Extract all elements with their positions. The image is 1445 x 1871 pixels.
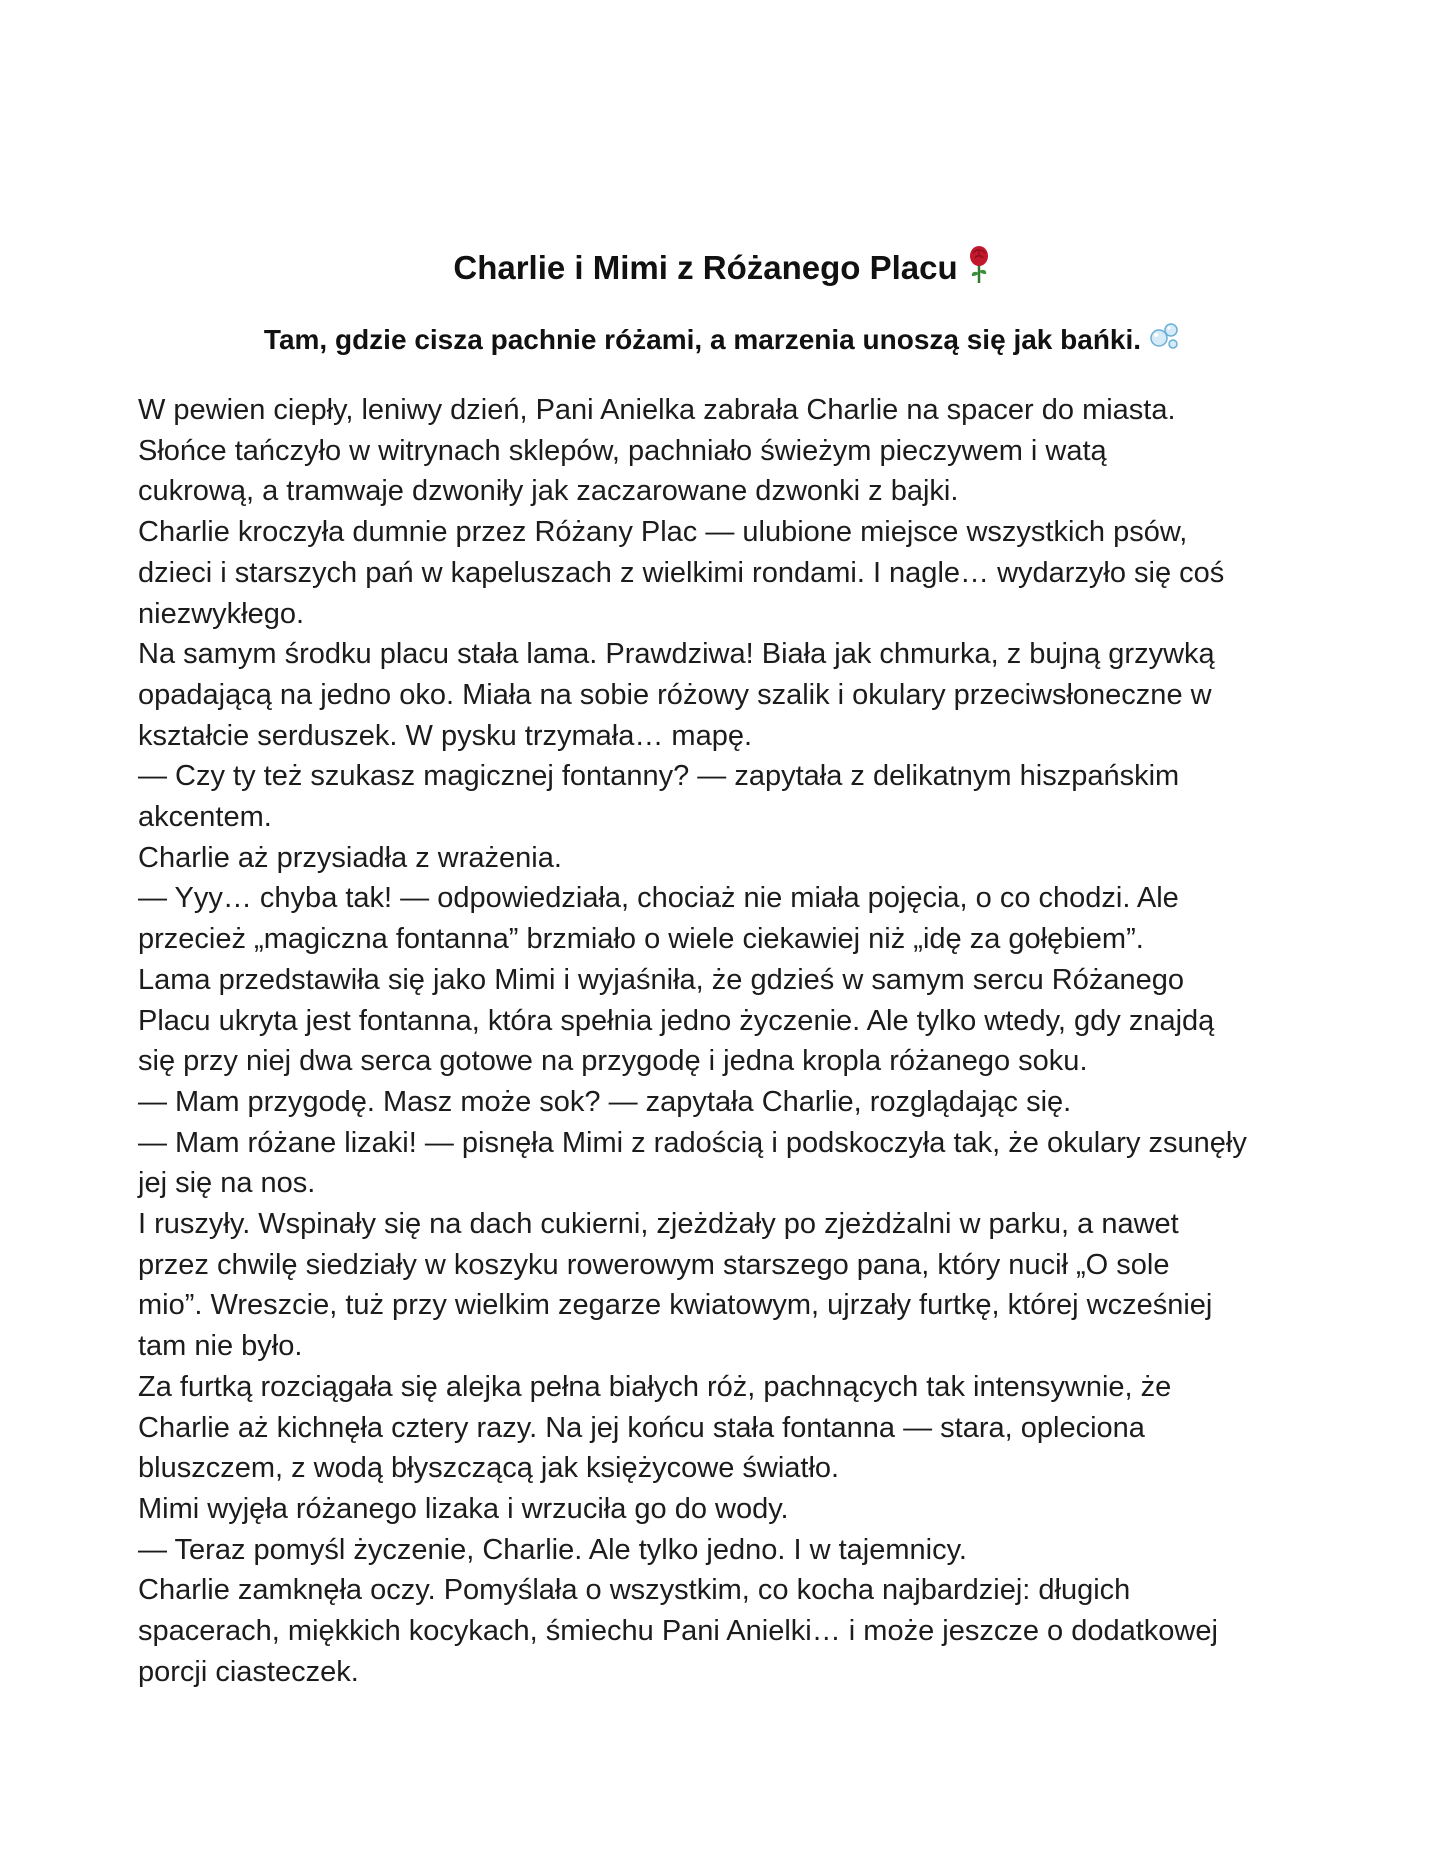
- story-line: Charlie zamknęła oczy. Pomyślała o wszystkim, co kocha najbardziej: długich: [138, 1574, 1131, 1607]
- story-line: spacerach, miękkich kocykach, śmiechu Pani Anielki… i może jeszcze o dodatkowej: [138, 1615, 1218, 1648]
- story-line: się przy niej dwa serca gotowe na przygodę i jedna kropla różanego soku.: [138, 1045, 1088, 1078]
- story-line: — Mam przygodę. Masz może sok? — zapytała Charlie, rozglądając się.: [138, 1085, 1072, 1118]
- story-line: — Czy ty też szukasz magicznej fontanny? — zapytała z delikatnym hiszpańskim: [138, 760, 1180, 793]
- story-line: Charlie aż kichnęła cztery razy. Na jej końcu stała fontanna — stara, opleciona: [138, 1411, 1145, 1444]
- story-line: Charlie aż przysiadła z wrażenia.: [138, 841, 562, 874]
- story-line: cukrową, a tramwaje dzwoniły jak zaczarowane dzwonki z bajki.: [138, 475, 959, 508]
- story-line: — Yyy… chyba tak! — odpowiedziała, chociaż nie miała pojęcia, o co chodzi. Ale: [138, 882, 1179, 915]
- rose-icon: [966, 245, 992, 296]
- story-line: niezwykłego.: [138, 597, 305, 630]
- story-line: mio”. Wreszcie, tuż przy wielkim zegarze kwiatowym, ujrzały furtkę, której wcześniej: [138, 1289, 1213, 1322]
- story-line: — Teraz pomyśl życzenie, Charlie. Ale tylko jedno. I w tajemnicy.: [138, 1533, 967, 1566]
- story-line: Za furtką rozciągała się alejka pełna białych róż, pachnących tak intensywnie, że: [138, 1370, 1172, 1403]
- story-line: Lama przedstawiła się jako Mimi i wyjaśniła, że gdzieś w samym sercu Różanego: [138, 963, 1185, 996]
- story-line: porcji ciasteczek.: [138, 1655, 359, 1688]
- story-line: bluszczem, z wodą błyszczącą jak księżycowe światło.: [138, 1452, 840, 1485]
- story-line: kształcie serduszek. W pysku trzymała… mapę.: [138, 719, 753, 752]
- story-line: — Mam różane lizaki! — pisnęła Mimi z radością i podskoczyła tak, że okulary zsunęły: [138, 1126, 1247, 1159]
- story-line: dzieci i starszych pań w kapeluszach z wielkimi rondami. I nagle… wydarzyło się coś: [138, 556, 1225, 589]
- story-line: Na samym środku placu stała lama. Prawdziwa! Biała jak chmurka, z bujną grzywką: [138, 638, 1215, 671]
- story-line: przecież „magiczna fontanna” brzmiało o wiele ciekawiej niż „idę za gołębiem”.: [138, 923, 1144, 956]
- story-line: Placu ukryta jest fontanna, która spełnia jedno życzenie. Ale tylko wtedy, gdy znajdą: [138, 1004, 1215, 1037]
- subtitle-text: Tam, gdzie cisza pachnie różami, a marzenia unoszą się jak bańki.: [263, 324, 1142, 355]
- title-text: Charlie i Mimi z Różanego Placu: [453, 249, 958, 287]
- story-line: tam nie było.: [138, 1330, 303, 1363]
- page-subtitle: [0, 320, 1445, 362]
- bubbles-icon: [1149, 321, 1181, 362]
- story-body: [138, 390, 1318, 1693]
- story-line: jej się na nos.: [138, 1167, 316, 1200]
- story-line: Słońce tańczyło w witrynach sklepów, pachniało świeżym pieczywem i watą: [138, 434, 1107, 467]
- story-line: W pewien ciepły, leniwy dzień, Pani Anielka zabrała Charlie na spacer do miasta.: [138, 394, 1176, 426]
- story-line: Mimi wyjęła różanego lizaka i wrzuciła go do wody.: [138, 1492, 789, 1525]
- page-title: [0, 245, 1445, 296]
- story-line: opadającą na jedno oko. Miała na sobie różowy szalik i okulary przeciwsłoneczne w: [138, 678, 1212, 711]
- story-line: przez chwilę siedziały w koszyku rowerowym starszego pana, który nucił „O sole: [138, 1248, 1170, 1281]
- story-line: akcentem.: [138, 801, 272, 834]
- story-line: Charlie kroczyła dumnie przez Różany Plac — ulubione miejsce wszystkich psów,: [138, 516, 1188, 549]
- story-line: I ruszyły. Wspinały się na dach cukierni, zjeżdżały po zjeżdżalni w parku, a nawet: [138, 1208, 1179, 1241]
